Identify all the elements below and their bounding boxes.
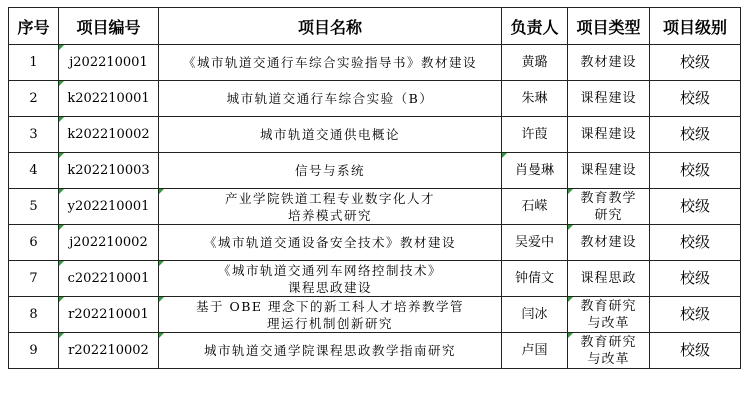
header-code: 项目编号 <box>59 8 159 45</box>
cell-name-line1: 《城市轨道交通行车综合实验指导书》教材建设 <box>182 55 477 70</box>
cell-level[interactable]: 校级 <box>650 225 741 261</box>
cell-type[interactable] <box>568 333 650 369</box>
cell-type-line1: 教材建设 <box>580 55 637 70</box>
cell-name[interactable] <box>159 297 502 333</box>
cell-type-line2: 与改革 <box>587 315 630 331</box>
cell-code[interactable]: k202210003 <box>59 153 159 189</box>
cell-name[interactable] <box>159 153 502 189</box>
table-body <box>9 45 741 369</box>
cell-name[interactable] <box>159 189 502 225</box>
cell-type[interactable] <box>568 153 650 189</box>
cell-owner[interactable]: 吴爱中 <box>502 225 568 261</box>
table-row <box>9 297 741 333</box>
cell-name-line1: 城市轨道交通供电概论 <box>259 127 400 142</box>
table-row <box>9 189 741 225</box>
cell-no[interactable]: 3 <box>9 117 59 153</box>
cell-level[interactable]: 校级 <box>650 81 741 117</box>
cell-no[interactable]: 6 <box>9 225 59 261</box>
cell-name-line2: 培养模式研究 <box>287 207 372 223</box>
table-row <box>9 153 741 189</box>
table-row <box>9 117 741 153</box>
header-name: 项目名称 <box>159 8 502 45</box>
table-row <box>9 225 741 261</box>
project-table-container <box>8 7 740 369</box>
cell-type[interactable] <box>568 225 650 261</box>
cell-type-line1: 教育教学 <box>580 190 637 206</box>
cell-no[interactable]: 9 <box>9 333 59 369</box>
cell-type-line1: 教育研究 <box>580 298 637 314</box>
cell-type[interactable] <box>568 117 650 153</box>
cell-name[interactable] <box>159 333 502 369</box>
cell-no[interactable]: 1 <box>9 45 59 81</box>
cell-owner[interactable]: 肖曼琳 <box>502 153 568 189</box>
cell-type-line2: 与改革 <box>587 351 630 367</box>
cell-owner[interactable]: 朱琳 <box>502 81 568 117</box>
cell-code[interactable]: y202210001 <box>59 189 159 225</box>
table-row <box>9 81 741 117</box>
cell-level[interactable]: 校级 <box>650 333 741 369</box>
header-row <box>9 8 741 45</box>
cell-level[interactable]: 校级 <box>650 45 741 81</box>
cell-code[interactable]: r202210001 <box>59 297 159 333</box>
header-no: 序号 <box>9 8 59 45</box>
cell-name-line1: 城市轨道交通行车综合实验（B） <box>226 91 434 106</box>
table-row <box>9 45 741 81</box>
cell-name-line2: 课程思政建设 <box>287 279 372 295</box>
cell-code[interactable]: r202210002 <box>59 333 159 369</box>
cell-code[interactable]: k202210001 <box>59 81 159 117</box>
cell-owner[interactable]: 卢国 <box>502 333 568 369</box>
cell-name[interactable] <box>159 45 502 81</box>
header-level: 项目级别 <box>650 8 741 45</box>
cell-level[interactable]: 校级 <box>650 153 741 189</box>
table-row <box>9 333 741 369</box>
cell-name-line2: 理运行机制创新研究 <box>266 315 393 331</box>
project-table <box>8 7 741 369</box>
cell-type-line2: 研究 <box>594 207 623 223</box>
cell-type[interactable] <box>568 297 650 333</box>
cell-code[interactable]: j202210002 <box>59 225 159 261</box>
cell-name-line1: 信号与系统 <box>294 163 365 178</box>
cell-no[interactable]: 5 <box>9 189 59 225</box>
cell-level[interactable]: 校级 <box>650 189 741 225</box>
cell-name-line1: 《城市轨道交通设备安全技术》教材建设 <box>203 235 456 250</box>
table-header <box>9 8 741 45</box>
cell-level[interactable]: 校级 <box>650 261 741 297</box>
cell-code[interactable]: c202210001 <box>59 261 159 297</box>
cell-type[interactable] <box>568 81 650 117</box>
cell-name[interactable] <box>159 261 502 297</box>
cell-type[interactable] <box>568 261 650 297</box>
cell-type-line1: 课程建设 <box>580 163 637 178</box>
cell-type-line1: 教育研究 <box>580 334 637 350</box>
cell-name[interactable] <box>159 225 502 261</box>
cell-type[interactable] <box>568 45 650 81</box>
cell-name[interactable] <box>159 117 502 153</box>
cell-name-line1: 基于 OBE 理念下的新工科人才培养教学管 <box>195 298 464 314</box>
cell-type-line1: 教材建设 <box>580 235 637 250</box>
cell-name-line1: 产业学院铁道工程专业数字化人才 <box>224 190 435 206</box>
cell-level[interactable]: 校级 <box>650 117 741 153</box>
cell-no[interactable]: 7 <box>9 261 59 297</box>
cell-code[interactable]: k202210002 <box>59 117 159 153</box>
cell-owner[interactable]: 许葭 <box>502 117 568 153</box>
cell-code[interactable]: j202210001 <box>59 45 159 81</box>
cell-owner[interactable]: 钟倩文 <box>502 261 568 297</box>
cell-type-line1: 课程思政 <box>580 271 637 286</box>
cell-type[interactable] <box>568 189 650 225</box>
cell-owner[interactable]: 石嵘 <box>502 189 568 225</box>
cell-owner[interactable]: 闫冰 <box>502 297 568 333</box>
cell-no[interactable]: 4 <box>9 153 59 189</box>
cell-owner[interactable]: 黄璐 <box>502 45 568 81</box>
cell-name-line1: 城市轨道交通学院课程思政教学指南研究 <box>203 343 456 358</box>
cell-no[interactable]: 2 <box>9 81 59 117</box>
cell-level[interactable]: 校级 <box>650 297 741 333</box>
cell-type-line1: 课程建设 <box>580 127 637 142</box>
table-row <box>9 261 741 297</box>
header-owner: 负责人 <box>502 8 568 45</box>
cell-name-line1: 《城市轨道交通列车网络控制技术》 <box>217 262 442 278</box>
cell-no[interactable]: 8 <box>9 297 59 333</box>
header-type: 项目类型 <box>568 8 650 45</box>
cell-type-line1: 课程建设 <box>580 91 637 106</box>
cell-name[interactable] <box>159 81 502 117</box>
